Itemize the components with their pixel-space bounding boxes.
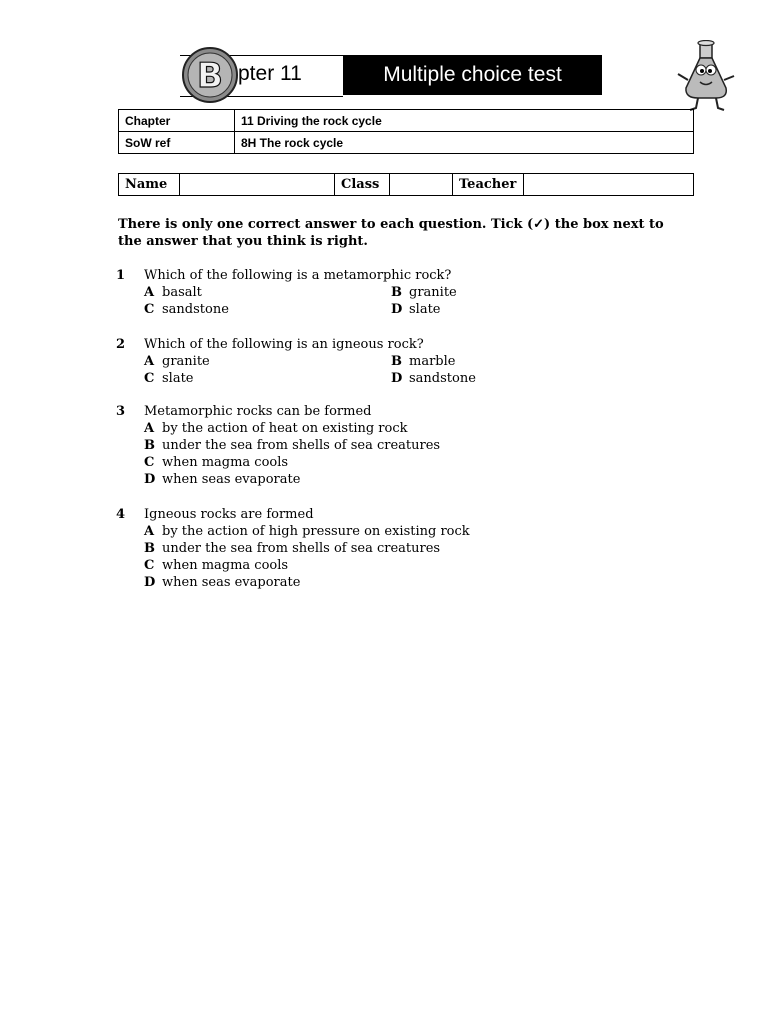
option-letter: C [144,558,155,573]
option-letter: C [144,302,155,317]
answer-option[interactable] [144,524,470,539]
answer-option[interactable] [144,438,440,453]
answer-option[interactable] [144,285,202,300]
sow-value: 8H The rock cycle [235,132,694,154]
answer-option[interactable] [144,541,440,556]
answer-option[interactable] [144,421,408,436]
question-number: 1 [116,268,126,283]
sow-key: SoW ref [119,132,235,154]
answer-option[interactable] [144,558,288,573]
option-letter: A [144,354,155,369]
chapter-header-label: pter 11 [238,62,302,85]
option-text: when magma cools [162,455,289,470]
class-label: Class [335,174,390,196]
option-letter: B [391,354,402,369]
answer-option[interactable] [144,472,300,487]
question-text: Igneous rocks are formed [144,507,314,522]
option-text: basalt [162,285,202,300]
option-text: by the action of heat on existing rock [162,421,408,436]
question-number: 2 [116,337,126,352]
svg-text:B: B [197,56,223,96]
question-number: 4 [116,507,126,522]
chapter-info-table [118,109,694,154]
option-letter: D [391,371,403,386]
table-row [119,174,694,196]
option-text: marble [409,354,456,369]
option-text: when seas evaporate [162,472,301,487]
chapter-key: Chapter [119,110,235,132]
option-text: slate [162,371,194,386]
question-number: 3 [116,404,126,419]
question-text: Which of the following is a metamorphic rock? [144,268,452,283]
option-text: when seas evaporate [162,575,301,590]
student-details-table [118,173,694,196]
chapter-value: 11 Driving the rock cycle [235,110,694,132]
option-text: granite [162,354,210,369]
option-letter: B [144,541,155,556]
option-text: by the action of high pressure on existing rock [162,524,470,539]
answer-option[interactable] [144,302,229,317]
option-letter: D [144,472,156,487]
teacher-field[interactable] [524,174,694,196]
option-text: sandstone [162,302,229,317]
chapter-logo-icon [181,46,239,104]
option-text: under the sea from shells of sea creatures [162,438,441,453]
answer-option[interactable] [391,354,455,369]
table-row [119,110,694,132]
answer-option[interactable] [391,302,441,317]
option-letter: B [391,285,402,300]
option-letter: B [144,438,155,453]
teacher-label: Teacher [453,174,524,196]
option-text: sandstone [409,371,476,386]
answer-option[interactable] [144,575,300,590]
flask-mascot-icon [676,40,738,112]
instructions: There is only one correct answer to each question. Tick (✓) the box next to the answer that you think is right. [118,217,664,249]
option-letter: A [144,285,155,300]
class-field[interactable] [390,174,453,196]
option-letter: A [144,421,155,436]
name-label: Name [119,174,180,196]
option-text: when magma cools [162,558,289,573]
question-text: Metamorphic rocks can be formed [144,404,372,419]
table-row [119,132,694,154]
option-letter: D [391,302,403,317]
page-title: Multiple choice test [343,55,602,95]
question-text: Which of the following is an igneous rock? [144,337,424,352]
option-letter: D [144,575,156,590]
option-letter: C [144,371,155,386]
option-text: slate [409,302,441,317]
name-field[interactable] [180,174,335,196]
answer-option[interactable] [391,371,476,386]
option-letter: A [144,524,155,539]
option-text: under the sea from shells of sea creatures [162,541,441,556]
answer-option[interactable] [391,285,457,300]
answer-option[interactable] [144,354,210,369]
answer-option[interactable] [144,371,194,386]
option-text: granite [409,285,457,300]
answer-option[interactable] [144,455,288,470]
option-letter: C [144,455,155,470]
